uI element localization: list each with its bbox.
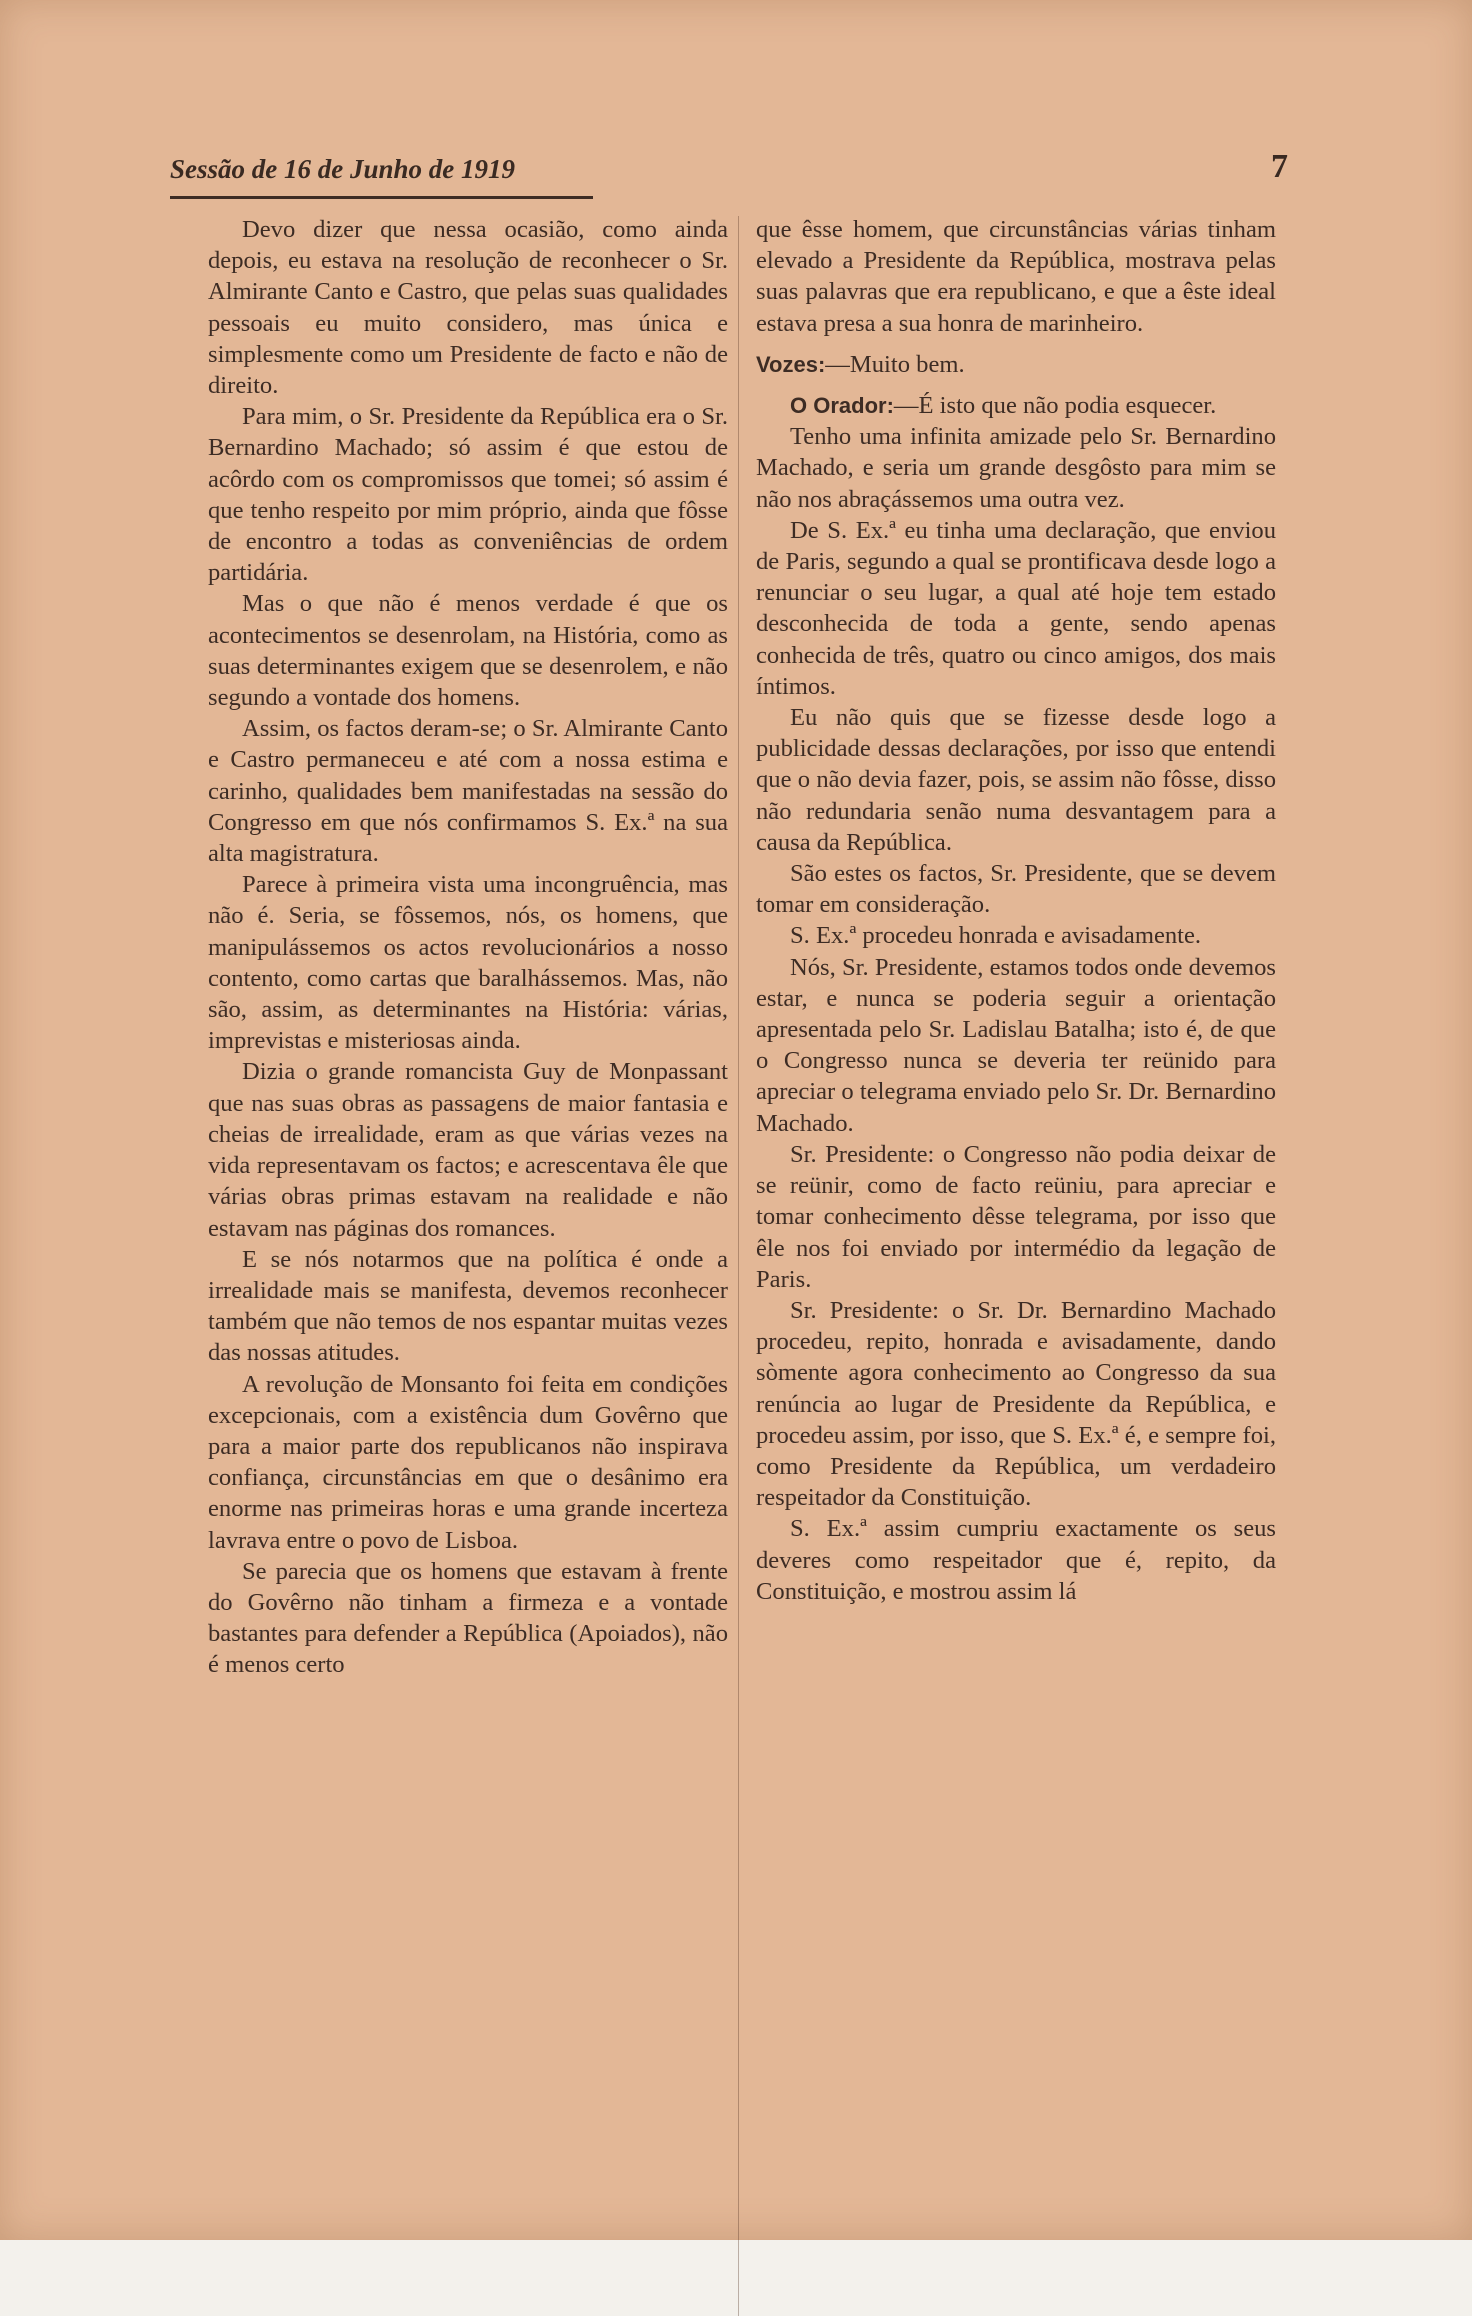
left-column xyxy=(208,214,728,1681)
interjection-text: —Muito bem. xyxy=(825,350,965,378)
paragraph: E se nós notarmos que na política é onde a irrealidade mais se manifesta, devemos reconhecer também que não temos de nos espantar muitas vezes das nossas atitudes. xyxy=(208,1245,728,1367)
header-rule xyxy=(170,196,593,199)
paragraph: Sr. Presidente: o Sr. Dr. Bernardino Machado procedeu, repito, honrada e avisadamente, dando sòmente agora conhecimento ao Congresso da sua renúncia ao lugar de Presidente da República, e procedeu assim, por isso, que S. Ex.ª é, e sempre foi, como Presidente da República, um verdadeiro respeitador da Constituição. xyxy=(756,1296,1276,1512)
page-header xyxy=(170,148,1290,188)
paragraph: Mas o que não é menos verdade é que os acontecimentos se desenrolam, na História, como as suas determinantes exigem que se desenrolem, e não segundo a vontade dos homens. xyxy=(208,590,728,712)
paragraph: que êsse homem, que circunstâncias várias tinham elevado a Presidente da República, mostrava pelas suas palavras que era republicano, e que a êste ideal estava presa a sua honra de marinheiro. xyxy=(756,216,1276,337)
interjection xyxy=(756,349,1276,380)
session-title: Sessão de 16 de Junho de 1919 xyxy=(170,154,516,184)
paragraph: Assim, os factos deram-se; o Sr. Almirante Canto e Castro permaneceu e até com a nossa estima e carinho, qualidades bem manifestadas na sessão do Congresso em que nós confirmamos S. Ex.ª na sua alta magistratura. xyxy=(208,715,728,868)
paragraph: Devo dizer que nessa ocasião, como ainda depois, eu estava na resolução de reconhecer o Sr. Almirante Canto e Castro, que pelas suas qualidades pessoais eu muito considero, mas única e simplesmente como um Presidente de facto e não de direito. xyxy=(208,216,728,400)
paragraph: A revolução de Monsanto foi feita em condições excepcionais, com a existência dum Govêrno que para a maior parte dos republicanos não inspirava confiança, circunstâncias em que o desânimo era enorme nas primeiras horas e uma grande incerteza lavrava entre o povo de Lisboa. xyxy=(208,1370,728,1554)
speaker-label: O Orador: xyxy=(790,393,894,419)
paragraph: São estes os factos, Sr. Presidente, que se devem tomar em consideração. xyxy=(756,860,1276,919)
paragraph: Nós, Sr. Presidente, estamos todos onde devemos estar, e nunca se poderia seguir a orientação apresentada pelo Sr. Ladislau Batalha; isto é, de que o Congresso nunca se deveria ter reünido para apreciar o telegrama enviado pelo Sr. Dr. Bernardino Machado. xyxy=(756,953,1276,1137)
paragraph: Eu não quis que se fizesse desde logo a publicidade dessas declarações, por isso que entendi que o não devia fazer, pois, se assim não fôsse, disso não redundaria senão numa desvantagem para a causa da República. xyxy=(756,704,1276,856)
paragraph: S. Ex.ª assim cumpriu exactamente os seus deveres como respeitador que é, repito, da Constituição, e mostrou assim lá xyxy=(756,1515,1276,1605)
paragraph: Para mim, o Sr. Presidente da República era o Sr. Bernardino Machado; só assim é que estou de acôrdo com os compromissos que tomei; só assim é que tenho respeito por mim próprio, ainda que fôsse de encontro a todas as conveniências de ordem partidária. xyxy=(208,403,728,587)
speaker-label: Vozes: xyxy=(756,351,826,377)
paragraph: Sr. Presidente: o Congresso não podia deixar de se reünir, como de facto reüniu, para apreciar e tomar conhecimento dêsse telegrama, por isso que êle nos foi enviado por intermédio da legação de Paris. xyxy=(756,1140,1276,1293)
page-number: 7 xyxy=(1271,148,1288,185)
speech-text: —É isto que não podia esquecer. xyxy=(893,392,1217,420)
paragraph: Parece à primeira vista uma incongruência, mas não é. Seria, se fôssemos, nós, os homens, que manipulássemos os actos revolucionários a nosso contento, como cartas que baralhássemos. Mas, não são, assim, as determinantes na História: várias, imprevistas e misteriosas ainda. xyxy=(208,871,728,1055)
paragraph: Dizia o grande romancista Guy de Monpassant que nas suas obras as passagens de maior fantasia e cheias de irrealidade, eram as que várias vezes na vida representavam os factos; e acrescentava êle que várias obras primas estavam na realidade e não estavam nas páginas dos romances. xyxy=(208,1058,728,1242)
right-column xyxy=(756,214,1276,1607)
column-divider xyxy=(738,216,739,2316)
paragraph: Se parecia que os homens que estavam à frente do Govêrno não tinham a firmeza e a vontade bastantes para defender a República (Apoiados), não é menos certo xyxy=(208,1557,728,1679)
speaker-paragraph xyxy=(756,390,1276,421)
paragraph: Tenho uma infinita amizade pelo Sr. Bernardino Machado, e seria um grande desgôsto para mim se não nos abraçássemos uma outra vez. xyxy=(756,423,1276,513)
paragraph: S. Ex.ª procedeu honrada e avisadamente. xyxy=(790,922,1202,950)
paragraph: De S. Ex.ª eu tinha uma declaração, que enviou de Paris, segundo a qual se prontificava desde logo a renunciar o seu lugar, a qual até hoje tem estado desconhecida de toda a gente, sendo apenas conhecida de três, quatro ou cinco amigos, dos mais íntimos. xyxy=(756,516,1276,700)
